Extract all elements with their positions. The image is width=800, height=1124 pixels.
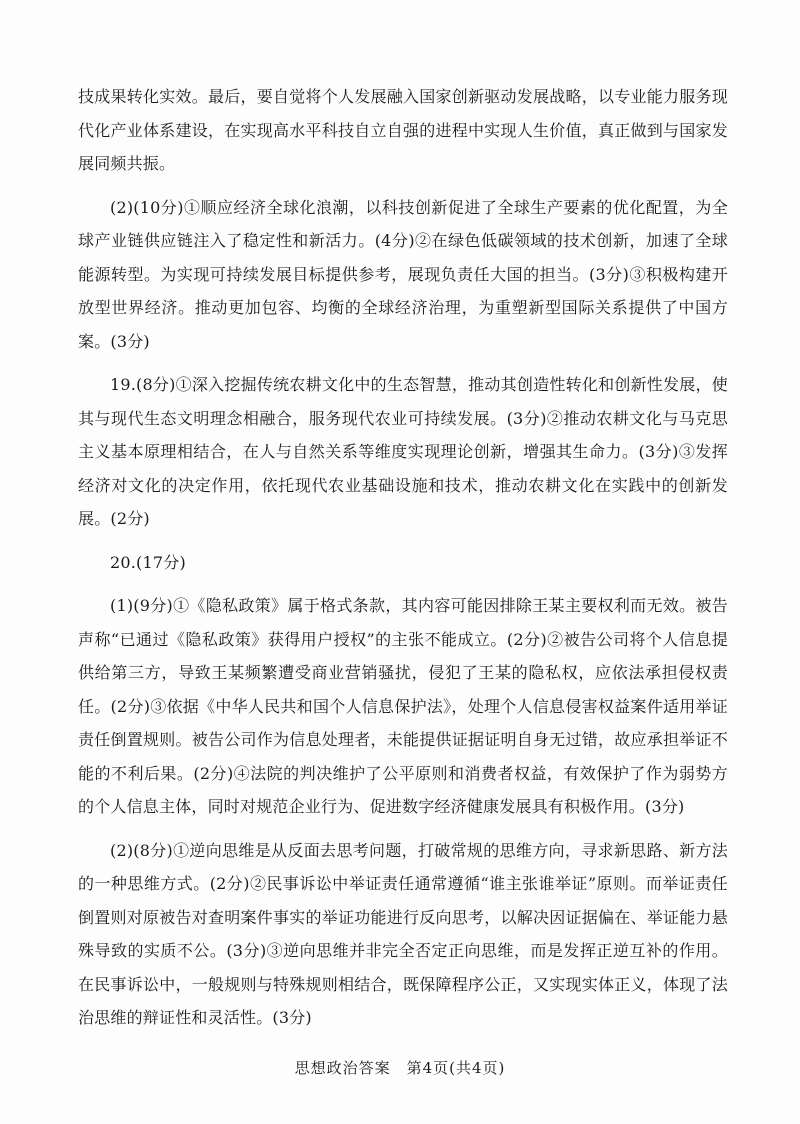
answer-content bbox=[78, 80, 728, 1045]
page-footer: 思想政治答案 第4页(共4页) bbox=[294, 1059, 506, 1077]
paragraph-q19: 19.(8分)①深入挖掘传统农耕文化中的生态智慧，推动其创造性转化和创新性发展，使其与现代生态文明理念相融合，服务现代农业可持续发展。(3分)②推动农耕文化与马克思主义基本原理相结合，在人与自然关系等维度实现理论创新，增强其生命力。(3分)③发挥经济对文化的决定作用，依托现代农业基础设施和技术，推动农耕文化在实践中的创新发展。(2分) bbox=[78, 375, 728, 528]
paragraph-q18-part2: (2)(10分)①顺应经济全球化浪潮，以科技创新促进了全球生产要素的优化配置，为全球产业链供应链注入了稳定性和新活力。(4分)②在绿色低碳领域的技术创新，加速了全球能源转型。为实现可持续发展目标提供参考，展现负责任大国的担当。(3分)③积极构建开放型世界经济。推动更加包容、均衡的全球经济治理，为重塑新型国际关系提供了中国方案。(3分) bbox=[78, 197, 728, 351]
paragraph-q20-part2: (2)(8分)①逆向思维是从反面去思考问题，打破常规的思维方向，寻求新思路、新方法的一种思维方式。(2分)②民事诉讼中举证责任通常遵循“谁主张谁举证”原则。而举证责任倒置则对原被告对查明案件事实的举证功能进行反向思考，以解决因证据偏在、举证能力悬殊导致的实质不公。(3分)③逆向思维并非完全否定正向思维，而是发挥正逆互补的作用。在民事诉讼中，一般规则与特殊规则相结合，既保障程序公正，又实现实体正义，体现了法治思维的辩证性和灵活性。(3分) bbox=[78, 840, 728, 1027]
paragraph-q20-part1: (1)(9分)①《隐私政策》属于格式条款，其内容可能因排除王某主要权利而无效。被告声称“已通过《隐私政策》获得用户授权”的主张不能成立。(2分)②被告公司将个人信息提供给第三方，导致王某频繁遭受商业营销骚扰，侵犯了王某的隐私权，应依法承担侵权责任。(2分)③依据《中华人民共和国个人信息保护法》，处理个人信息侵害权益案件适用举证责任倒置规则。被告公司作为信息处理者，未能提供证据证明自身无过错，故应承担举证不能的不利后果。(2分)④法院的判决维护了公平原则和消费者权益，有效保护了作为弱势方的个人信息主体，同时对规范企业行为、促进数字经济健康发展具有积极作用。(3分) bbox=[78, 596, 728, 816]
paragraph-continuation: 技成果转化实效。最后，要自觉将个人发展融入国家创新驱动发展战略，以专业能力服务现代化产业体系建设，在实现高水平科技自立自强的进程中实现人生价值，真正做到与国家发展同频共振。 bbox=[78, 87, 728, 173]
paragraph-q20-heading: 20.(17分) bbox=[110, 552, 186, 572]
